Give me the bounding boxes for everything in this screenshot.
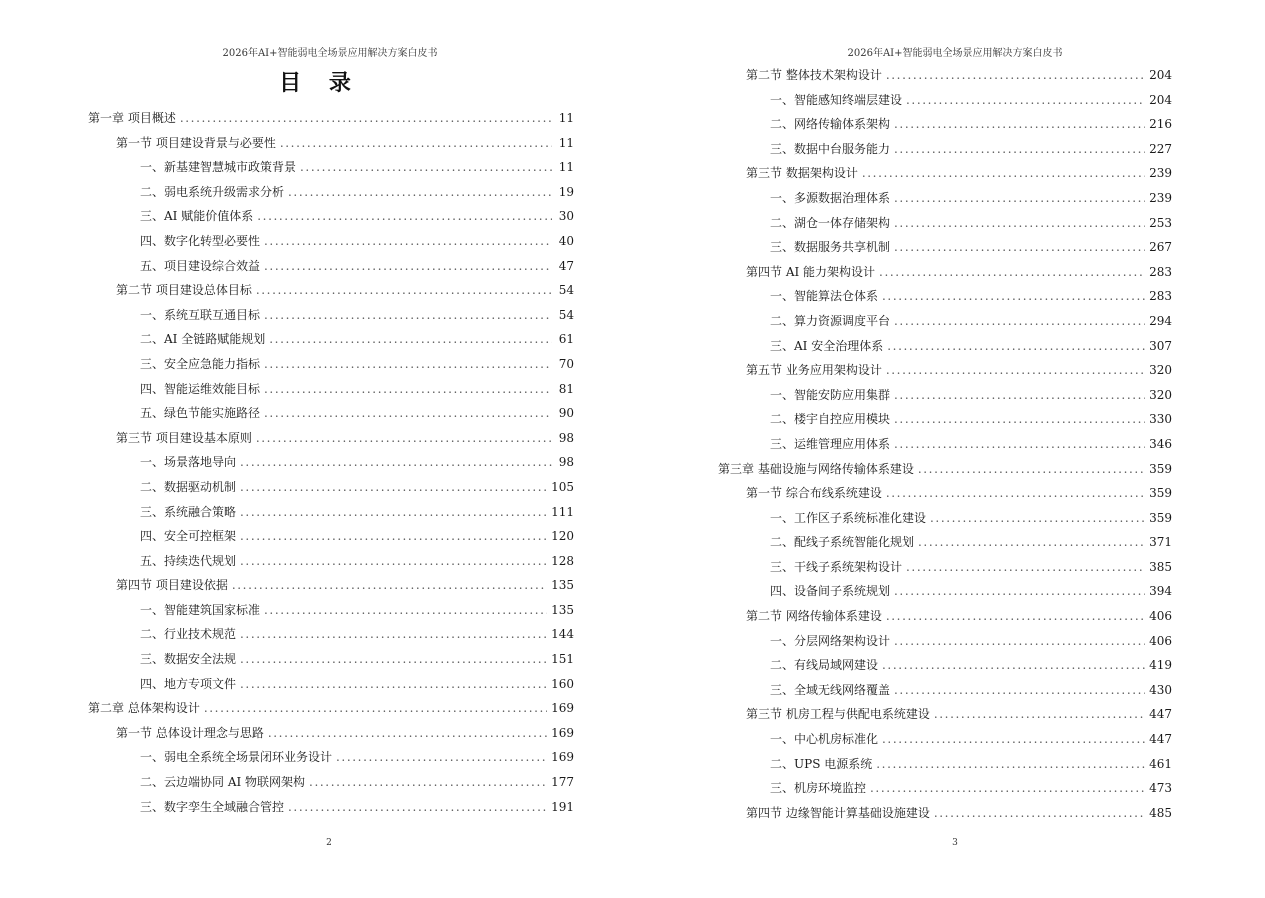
toc-entry-title: 一、中心机房标准化 <box>770 732 879 747</box>
toc-entry-title: 一、分层网络架构设计 <box>770 633 891 648</box>
toc-dot-leader <box>240 549 547 574</box>
toc-entry-page-number: 151 <box>551 652 574 667</box>
toc-entry-title: 五、项目建设综合效益 <box>140 258 261 273</box>
toc-dot-leader <box>894 579 1145 604</box>
toc-entry-page-number: 239 <box>1149 190 1172 205</box>
toc-entry-title: 二、行业技术规范 <box>140 627 237 642</box>
toc-entry-title: 第三章 基础设施与网络传输体系建设 <box>718 461 914 476</box>
toc-entry-page-number: 253 <box>1149 215 1172 230</box>
toc-entry-page-number: 19 <box>558 184 574 199</box>
toc-dot-leader <box>934 702 1145 727</box>
toc-section-entry[interactable] <box>718 63 1172 88</box>
toc-entry-title: 三、数据安全法规 <box>140 652 237 667</box>
toc-entry-title: 第一章 项目概述 <box>88 111 176 125</box>
toc-subsection-entry[interactable] <box>88 254 574 279</box>
toc-subsection-entry[interactable] <box>88 647 574 672</box>
toc-entry-title: 第五节 业务应用架构设计 <box>746 363 882 378</box>
toc-entry-page-number: 394 <box>1149 584 1172 599</box>
toc-entry-page-number: 371 <box>1149 535 1172 550</box>
toc-subsection-entry[interactable] <box>88 500 574 525</box>
toc-dot-leader <box>886 481 1145 506</box>
toc-dot-leader <box>264 598 547 623</box>
toc-chapter-entry[interactable] <box>88 696 574 721</box>
toc-entry-page-number: 320 <box>1149 387 1172 402</box>
toc-section-entry[interactable] <box>718 702 1172 727</box>
toc-dot-leader <box>309 770 547 795</box>
toc-subsection-entry[interactable] <box>718 727 1172 752</box>
toc-entry-page-number: 330 <box>1149 412 1172 427</box>
toc-entry-title: 三、AI 赋能价值体系 <box>140 209 254 224</box>
toc-subsection-entry[interactable] <box>718 432 1172 457</box>
toc-dot-leader <box>894 309 1145 334</box>
toc-entry-title: 四、设备间子系统规划 <box>770 584 891 599</box>
toc-entry-title: 四、智能运维效能目标 <box>140 381 261 396</box>
toc-subsection-entry[interactable] <box>718 309 1172 334</box>
toc-subsection-entry[interactable] <box>718 653 1172 678</box>
toc-entry-title: 一、智能算法仓体系 <box>770 289 879 304</box>
toc-entry-page-number: 359 <box>1149 510 1172 525</box>
toc-subsection-entry[interactable] <box>718 137 1172 162</box>
toc-subsection-entry[interactable] <box>88 770 574 795</box>
toc-entry-title: 第二节 网络传输体系建设 <box>746 609 882 624</box>
toc-subsection-entry[interactable] <box>88 745 574 770</box>
toc-subsection-entry[interactable] <box>88 155 574 180</box>
toc-entry-page-number: 11 <box>558 111 574 125</box>
toc-dot-leader <box>894 235 1145 260</box>
toc-dot-leader <box>240 524 547 549</box>
toc-dot-leader <box>257 204 552 229</box>
toc-entry-page-number: 120 <box>551 529 574 544</box>
toc-entry-page-number: 419 <box>1149 658 1172 673</box>
toc-section-entry[interactable] <box>718 161 1172 186</box>
toc-subsection-entry[interactable] <box>88 204 574 229</box>
toc-dot-leader <box>934 801 1145 826</box>
toc-dot-leader <box>894 432 1145 457</box>
toc-entry-title: 二、云边端协同 AI 物联网架构 <box>140 775 306 790</box>
toc-entry-title: 二、有线局域网建设 <box>770 658 879 673</box>
toc-dot-leader <box>264 229 552 254</box>
toc-entry-page-number: 11 <box>558 135 574 150</box>
toc-entry-page-number: 111 <box>551 504 574 519</box>
toc-entry-page-number: 11 <box>558 160 574 175</box>
toc-entry-title: 四、安全可控框架 <box>140 529 237 544</box>
toc-entry-page-number: 169 <box>551 750 574 765</box>
toc-entry-page-number: 359 <box>1149 486 1172 501</box>
toc-entry-title: 第四节 AI 能力架构设计 <box>746 264 876 279</box>
toc-subsection-entry[interactable] <box>88 524 574 549</box>
toc-entry-title: 三、安全应急能力指标 <box>140 356 261 371</box>
toc-dot-leader <box>240 622 547 647</box>
toc-dot-leader <box>894 383 1145 408</box>
toc-dot-leader <box>269 327 552 352</box>
toc-entry-title: 第一节 总体设计理念与思路 <box>116 725 264 740</box>
toc-entry-page-number: 320 <box>1149 363 1172 378</box>
toc-chapter-entry[interactable] <box>88 106 574 131</box>
toc-entry-title: 第三节 项目建设基本原则 <box>116 430 252 445</box>
toc-entry-page-number: 177 <box>551 775 574 790</box>
toc-entry-page-number: 30 <box>558 209 574 224</box>
toc-entry-title: 第二节 整体技术架构设计 <box>746 68 882 82</box>
toc-dot-leader <box>232 573 547 598</box>
toc-entry-title: 三、AI 安全治理体系 <box>770 338 884 353</box>
toc-dot-leader <box>886 63 1145 88</box>
toc-subsection-entry[interactable] <box>88 450 574 475</box>
toc-section-entry[interactable] <box>88 721 574 746</box>
toc-dot-leader <box>906 88 1145 113</box>
toc-entry-page-number: 40 <box>558 233 574 248</box>
toc-dot-leader <box>894 629 1145 654</box>
toc-entry-page-number: 204 <box>1149 92 1172 107</box>
toc-dot-leader <box>256 426 552 451</box>
toc-entry-page-number: 447 <box>1149 707 1172 722</box>
toc-entry-title: 第一节 项目建设背景与必要性 <box>116 135 276 150</box>
toc-dot-leader <box>886 604 1145 629</box>
toc-dot-leader <box>288 180 552 205</box>
toc-section-entry[interactable] <box>718 358 1172 383</box>
toc-dot-leader <box>906 555 1145 580</box>
toc-dot-leader <box>882 653 1145 678</box>
toc-entry-page-number: 169 <box>551 701 574 716</box>
toc-dot-leader <box>240 672 547 697</box>
toc-dot-leader <box>918 457 1145 482</box>
toc-dot-leader <box>876 752 1145 777</box>
toc-chapter-entry[interactable] <box>718 457 1172 482</box>
toc-entry-page-number: 461 <box>1149 756 1172 771</box>
toc-subsection-entry[interactable] <box>88 475 574 500</box>
toc-subsection-entry[interactable] <box>718 506 1172 531</box>
toc-subsection-entry[interactable] <box>88 377 574 402</box>
toc-entry-title: 三、机房环境监控 <box>770 781 867 796</box>
toc-dot-leader <box>280 131 552 156</box>
toc-subsection-entry[interactable] <box>88 401 574 426</box>
toc-dot-leader <box>882 284 1145 309</box>
toc-dot-leader <box>300 155 552 180</box>
toc-entry-page-number: 406 <box>1149 609 1172 624</box>
toc-dot-leader <box>887 334 1145 359</box>
toc-entry-page-number: 359 <box>1149 461 1172 476</box>
toc-dot-leader <box>204 696 547 721</box>
toc-entry-title: 第四节 边缘智能计算基础设施建设 <box>746 805 930 820</box>
toc-entry-page-number: 191 <box>551 799 574 814</box>
toc-dot-leader <box>870 776 1145 801</box>
toc-entry-title: 二、网络传输体系架构 <box>770 117 891 132</box>
toc-dot-leader <box>264 254 552 279</box>
toc-entry-title: 二、弱电系统升级需求分析 <box>140 184 285 199</box>
toc-entry-page-number: 144 <box>551 627 574 642</box>
toc-subsection-entry[interactable] <box>718 284 1172 309</box>
toc-entry-page-number: 447 <box>1149 732 1172 747</box>
toc-dot-leader <box>894 211 1145 236</box>
toc-subsection-entry[interactable] <box>718 752 1172 777</box>
toc-section-entry[interactable] <box>718 801 1172 826</box>
toc-subsection-entry[interactable] <box>718 678 1172 703</box>
toc-subsection-entry[interactable] <box>88 622 574 647</box>
toc-entry-page-number: 54 <box>558 283 574 298</box>
toc-subsection-entry[interactable] <box>718 629 1172 654</box>
toc-entry-page-number: 346 <box>1149 436 1172 451</box>
toc-subsection-entry[interactable] <box>718 186 1172 211</box>
toc-entry-page-number: 105 <box>551 479 574 494</box>
toc-subsection-entry[interactable] <box>718 383 1172 408</box>
toc-subsection-entry[interactable] <box>88 795 574 820</box>
toc-entry-title: 三、干线子系统架构设计 <box>770 559 903 574</box>
toc-entry-title: 第二章 总体架构设计 <box>88 701 200 716</box>
toc-entry-title: 第三节 数据架构设计 <box>746 166 858 181</box>
toc-dot-leader <box>180 106 552 131</box>
toc-subsection-entry[interactable] <box>718 211 1172 236</box>
toc-entry-title: 一、智能感知终端层建设 <box>770 92 903 107</box>
toc-dot-leader <box>894 407 1145 432</box>
toc-entry-title: 一、场景落地导向 <box>140 455 237 470</box>
toc-entry-title: 一、新基建智慧城市政策背景 <box>140 160 297 175</box>
toc-entry-page-number: 98 <box>558 430 574 445</box>
toc-entry-page-number: 485 <box>1149 805 1172 820</box>
toc-entry-page-number: 406 <box>1149 633 1172 648</box>
toc-entry-title: 二、算力资源调度平台 <box>770 313 891 328</box>
toc-entry-title: 一、弱电全系统全场景闭环业务设计 <box>140 750 333 765</box>
toc-section-entry[interactable] <box>718 604 1172 629</box>
toc-entry-title: 二、湖仓一体存储架构 <box>770 215 891 230</box>
running-header: 2026年AI+智能弱电全场景应用解决方案白皮书 <box>222 48 438 59</box>
toc-dot-leader <box>882 727 1145 752</box>
right-page <box>640 0 1265 898</box>
toc-subsection-entry[interactable] <box>718 555 1172 580</box>
toc-entry-title: 三、系统融合策略 <box>140 504 237 519</box>
toc-subsection-entry[interactable] <box>88 598 574 623</box>
toc-entry-page-number: 227 <box>1149 141 1172 156</box>
toc-entry-title: 二、AI 全链路赋能规划 <box>140 332 266 347</box>
toc-subsection-entry[interactable] <box>718 579 1172 604</box>
toc-entry-title: 第二节 项目建设总体目标 <box>116 283 252 298</box>
toc-entry-page-number: 135 <box>551 578 574 593</box>
toc-entry-title: 二、楼宇自控应用模块 <box>770 412 891 427</box>
toc-entry-title: 一、智能安防应用集群 <box>770 387 891 402</box>
toc-entry-page-number: 204 <box>1149 68 1172 82</box>
toc-section-entry[interactable] <box>88 278 574 303</box>
toc-entry-title: 五、绿色节能实施路径 <box>140 406 261 421</box>
toc-subsection-entry[interactable] <box>718 334 1172 359</box>
toc-entry-page-number: 216 <box>1149 117 1172 132</box>
running-header: 2026年AI+智能弱电全场景应用解决方案白皮书 <box>847 48 1063 59</box>
toc-dot-leader <box>240 450 552 475</box>
toc-entry-title: 四、地方专项文件 <box>140 676 237 691</box>
toc-entry-page-number: 160 <box>551 676 574 691</box>
toc-entry-title: 第四节 项目建设依据 <box>116 578 228 593</box>
toc-entry-title: 第一节 综合布线系统建设 <box>746 486 882 501</box>
toc-entry-title: 三、数据中台服务能力 <box>770 141 891 156</box>
toc-entry-page-number: 267 <box>1149 240 1172 255</box>
toc-dot-leader <box>862 161 1145 186</box>
toc-dot-leader <box>886 358 1145 383</box>
toc-subsection-entry[interactable] <box>88 229 574 254</box>
toc-entry-page-number: 283 <box>1149 289 1172 304</box>
toc-list-right <box>718 63 1172 825</box>
toc-entry-page-number: 81 <box>558 381 574 396</box>
toc-dot-leader <box>264 352 552 377</box>
toc-entry-page-number: 70 <box>558 356 574 371</box>
toc-dot-leader <box>894 678 1145 703</box>
toc-entry-page-number: 61 <box>558 332 574 347</box>
toc-entry-page-number: 385 <box>1149 559 1172 574</box>
toc-entry-title: 二、配线子系统智能化规划 <box>770 535 915 550</box>
toc-dot-leader <box>264 303 552 328</box>
toc-dot-leader <box>879 260 1145 285</box>
toc-entry-page-number: 430 <box>1149 682 1172 697</box>
toc-entry-page-number: 47 <box>558 258 574 273</box>
toc-entry-page-number: 90 <box>558 406 574 421</box>
toc-dot-leader <box>894 112 1145 137</box>
page-number: 3 <box>952 838 958 848</box>
toc-dot-leader <box>240 647 547 672</box>
toc-entry-title: 三、全域无线网络覆盖 <box>770 682 891 697</box>
toc-entry-page-number: 169 <box>551 725 574 740</box>
toc-title: 目 录 <box>279 70 361 96</box>
toc-entry-page-number: 135 <box>551 602 574 617</box>
page-number: 2 <box>326 838 332 848</box>
toc-entry-title: 一、多源数据治理体系 <box>770 190 891 205</box>
toc-dot-leader <box>264 377 552 402</box>
toc-dot-leader <box>894 186 1145 211</box>
toc-entry-title: 三、数字孪生全域融合管控 <box>140 799 285 814</box>
toc-section-entry[interactable] <box>88 573 574 598</box>
toc-dot-leader <box>264 401 552 426</box>
toc-dot-leader <box>256 278 552 303</box>
toc-entry-title: 一、系统互联互通目标 <box>140 307 261 322</box>
toc-section-entry[interactable] <box>718 260 1172 285</box>
toc-entry-title: 二、数据驱动机制 <box>140 479 237 494</box>
toc-dot-leader <box>240 500 547 525</box>
toc-dot-leader <box>288 795 547 820</box>
toc-list-left <box>88 106 574 819</box>
toc-entry-page-number: 283 <box>1149 264 1172 279</box>
toc-subsection-entry[interactable] <box>88 327 574 352</box>
toc-entry-title: 一、智能建筑国家标准 <box>140 602 261 617</box>
toc-subsection-entry[interactable] <box>718 88 1172 113</box>
toc-subsection-entry[interactable] <box>88 352 574 377</box>
toc-subsection-entry[interactable] <box>88 672 574 697</box>
toc-entry-title: 四、数字化转型必要性 <box>140 233 261 248</box>
toc-subsection-entry[interactable] <box>718 776 1172 801</box>
toc-entry-page-number: 98 <box>558 455 574 470</box>
toc-subsection-entry[interactable] <box>88 549 574 574</box>
toc-dot-leader <box>894 137 1145 162</box>
toc-subsection-entry[interactable] <box>718 530 1172 555</box>
toc-section-entry[interactable] <box>718 481 1172 506</box>
toc-entry-page-number: 128 <box>551 553 574 568</box>
toc-entry-title: 二、UPS 电源系统 <box>770 756 873 771</box>
toc-entry-title: 三、数据服务共享机制 <box>770 240 891 255</box>
toc-section-entry[interactable] <box>88 131 574 156</box>
toc-dot-leader <box>918 530 1145 555</box>
toc-dot-leader <box>930 506 1145 531</box>
toc-entry-page-number: 307 <box>1149 338 1172 353</box>
toc-dot-leader <box>240 475 547 500</box>
toc-entry-title: 第三节 机房工程与供配电系统建设 <box>746 707 930 722</box>
toc-entry-page-number: 54 <box>558 307 574 322</box>
toc-subsection-entry[interactable] <box>718 112 1172 137</box>
toc-subsection-entry[interactable] <box>718 407 1172 432</box>
toc-dot-leader <box>268 721 547 746</box>
toc-entry-title: 五、持续迭代规划 <box>140 553 237 568</box>
toc-entry-page-number: 239 <box>1149 166 1172 181</box>
toc-subsection-entry[interactable] <box>88 303 574 328</box>
toc-section-entry[interactable] <box>88 426 574 451</box>
toc-entry-page-number: 473 <box>1149 781 1172 796</box>
toc-entry-title: 三、运维管理应用体系 <box>770 436 891 451</box>
toc-entry-title: 一、工作区子系统标准化建设 <box>770 510 927 525</box>
toc-entry-page-number: 294 <box>1149 313 1172 328</box>
toc-subsection-entry[interactable] <box>718 235 1172 260</box>
toc-dot-leader <box>336 745 547 770</box>
toc-subsection-entry[interactable] <box>88 180 574 205</box>
